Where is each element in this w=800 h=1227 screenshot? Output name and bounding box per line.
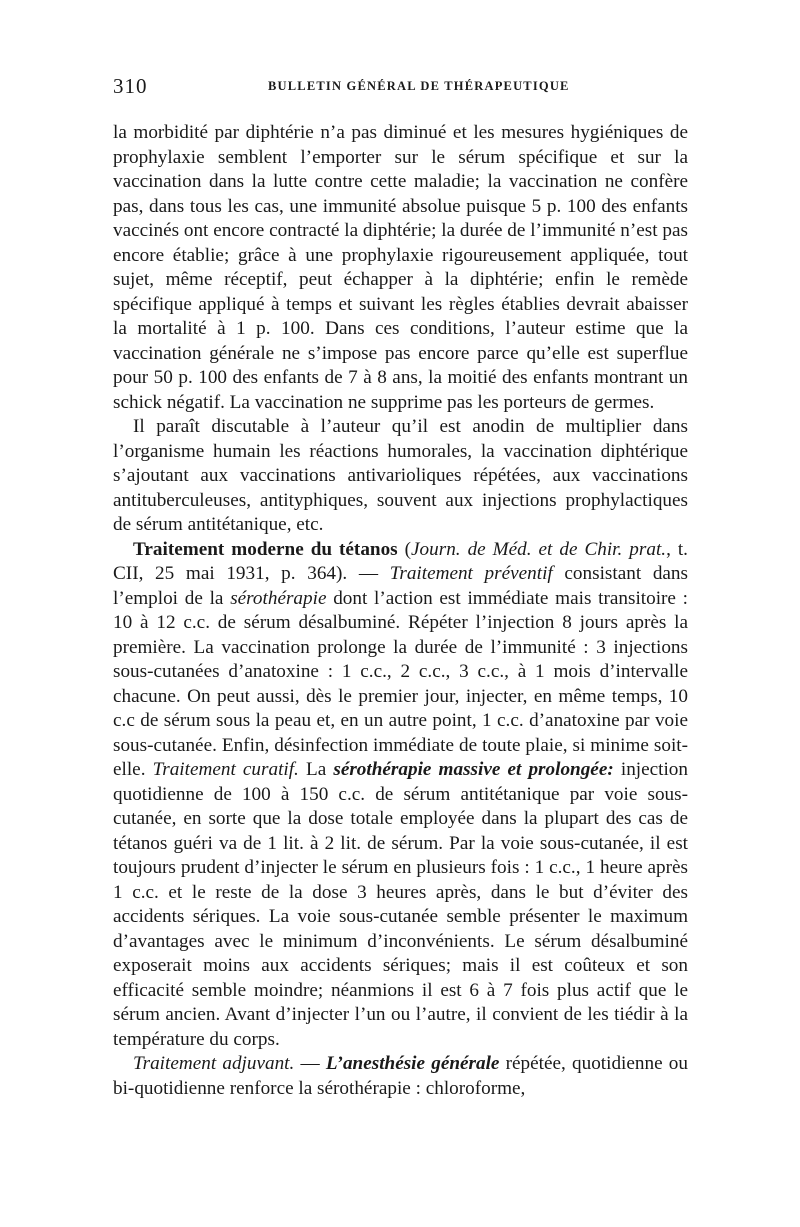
term-general-anesthesia: L’anesthésie générale [325,1053,500,1074]
journal-title: BULLETIN GÉNÉRAL DE THÉRAPEUTIQUE [268,79,570,93]
preventive-text-b: dont l’action est immédiate mais transitoire : 10 à 12 c.c. de sérum désalbuminé. Répéter l’injection 8 jours après la première. La vaccination prolonge la durée de l’immunité : 3 injections sous-cutanées d’anatoxine : 1 c.c., 2 c.c., 3 c.c., à 1 mois d’intervalle chacune. On peut aussi, dès le premier jour, injecter, en même temps, 10 c.c de sérum sous la peau et, en un autre point, 1 c.c. d’anatoxine par voie sous-cutanée. Enfin, désinfection immédiate de toute plaie, si minime soit-elle. [113,587,689,780]
heading-preventive: Traitement préventif [389,563,553,584]
body-text [113,121,688,1101]
running-head [113,74,688,98]
em-dash: — [347,563,390,584]
heading-adjuvant: Traitement adjuvant. [133,1053,295,1074]
term-massive-serotherapy: sérothérapie massive et prolongée: [333,759,614,780]
page-number: 310 [113,74,148,98]
section-title: Traitement moderne du tétanos [133,538,398,560]
adjuvant-text: répétée, quotidienne ou bi-quotidienne renforce la sérothérapie : chloroforme, [113,1053,688,1099]
curative-text-b: injection quotidienne de 100 à 150 c.c. de sérum antitétanique par voie sous-cutanée, en sorte que la dose totale employée dans la plupart des cas de tétanos guéri va de 1 lit. à 2 lit. de sérum. Par la voie sous-cutanée, il est toujours prudent d’injecter le sérum en plusieurs fois : 1 c.c., 1 heure après 1 c.c. et le reste de la dose 3 heures après, dans le but d’éviter des accidents sériques. La voie sous-cutanée semble présenter le maximum d’avantages avec le minimum d’inconvénients. Le sérum désalbuminé exposerait moins aux accidents sériques; mais il est coûteux et son efficacité semble moindre; néanmions il est 6 à 7 fois plus actif que le sérum ancien. Avant d’injecter l’un ou l’autre, il convient de les tiédir à la température du corps. [113,759,688,1050]
term-serotherapy: sérothérapie [230,587,327,609]
curative-text-a: La [298,759,334,780]
paragraph-diphtheria-continued: la morbidité par diphtérie n’a pas diminué et les mesures hygiéniques de prophylaxie semblent l’emporter sur le sérum spécifique et sur la vaccination dans la lutte contre cette maladie; la vaccination ne confère pas, dans tous les cas, une immunité absolue puisque 5 p. 100 des enfants vaccinés ont encore contracté la diphtérie; la durée de l’immunité n’est pas encore établie; grâce à une prophylaxie rigoureusement appliquée, tout sujet, même réceptif, peut échapper à la diphtérie; enfin le remède spécifique appliqué à temps et suivant les règles établies devrait abaisser la mortalité à 1 p. 100. Dans ces conditions, l’auteur estime que la vaccination générale ne s’impose pas encore parce qu’elle est superflue pour 50 p. 100 des enfants de 7 à 8 ans, la moitié des enfants montrant un schick négatif. La vaccination ne supprime pas les porteurs de germes. [113,122,688,413]
reference-journal: Journ. de Méd. et de Chir. prat. [411,538,667,560]
preventive-text-a: consistant dans l’emploi de la [113,563,688,609]
reference-details: , t. CII, 25 mai 1931, p. 364). [113,538,688,584]
paragraph-tetanus-treatment: Traitement moderne du tétanos (Journ. de Méd. et de Chir. prat., t. CII, 25 mai 1931, p. 364). — Traitement préventif consistant dans l’emploi de la sérothérapie dont l’action est immédiate mais transitoire : 10 à 12 c.c. de sérum désalbuminé. Répéter l’injection 8 jours après la première. La vaccination prolonge la durée de l’immunité : 3 injections sous-cutanées d’anatoxine : 1 c.c., 2 c.c., 3 c.c., à 1 mois d’intervalle chacune. On peut aussi, dès le premier jour, injecter, en même temps, 10 c.c de sérum sous la peau et, en un autre point, 1 c.c. d’anatoxine par voie sous-cutanée. Enfin, désinfection immédiate de toute plaie, si minime soit-elle. Traitement curatif. La sérothérapie massive et prolongée: injection quotidienne de 100 à 150 c.c. de sérum antitétanique par voie sous-cutanée, en sorte que la dose totale employée dans la plupart des cas de tétanos guéri va de 1 lit. à 2 lit. de sérum. Par la voie sous-cutanée, il est toujours prudent d’injecter le sérum en plusieurs fois : 1 c.c., 1 heure après 1 c.c. et le reste de la dose 3 heures après, dans le but d’éviter des accidents sériques. La voie sous-cutanée semble présenter le maximum d’avantages avec le minimum d’inconvénients. Le sérum désalbuminé exposerait moins aux accidents sériques; mais il est coûteux et son efficacité semble moindre; néanmions il est 6 à 7 fois plus actif que le sérum ancien. Avant d’injecter l’un ou l’autre, il convient de les tiédir à la température du corps. [113,538,689,1050]
em-dash-2: — [294,1053,326,1074]
paragraph-adjuvant-treatment [113,1052,688,1101]
paragraph-humoral-reactions: Il paraît discutable à l’auteur qu’il est anodin de multiplier dans l’organisme humain les réactions humorales, la vaccination diphtérique s’ajoutant aux vaccinations antivarioliques répétées, aux vaccinations antituberculeuses, antityphiques, souvent aux injections prophylactiques de sérum antitétanique, etc. [113,416,688,535]
heading-curative: Traitement curatif. [152,759,299,780]
